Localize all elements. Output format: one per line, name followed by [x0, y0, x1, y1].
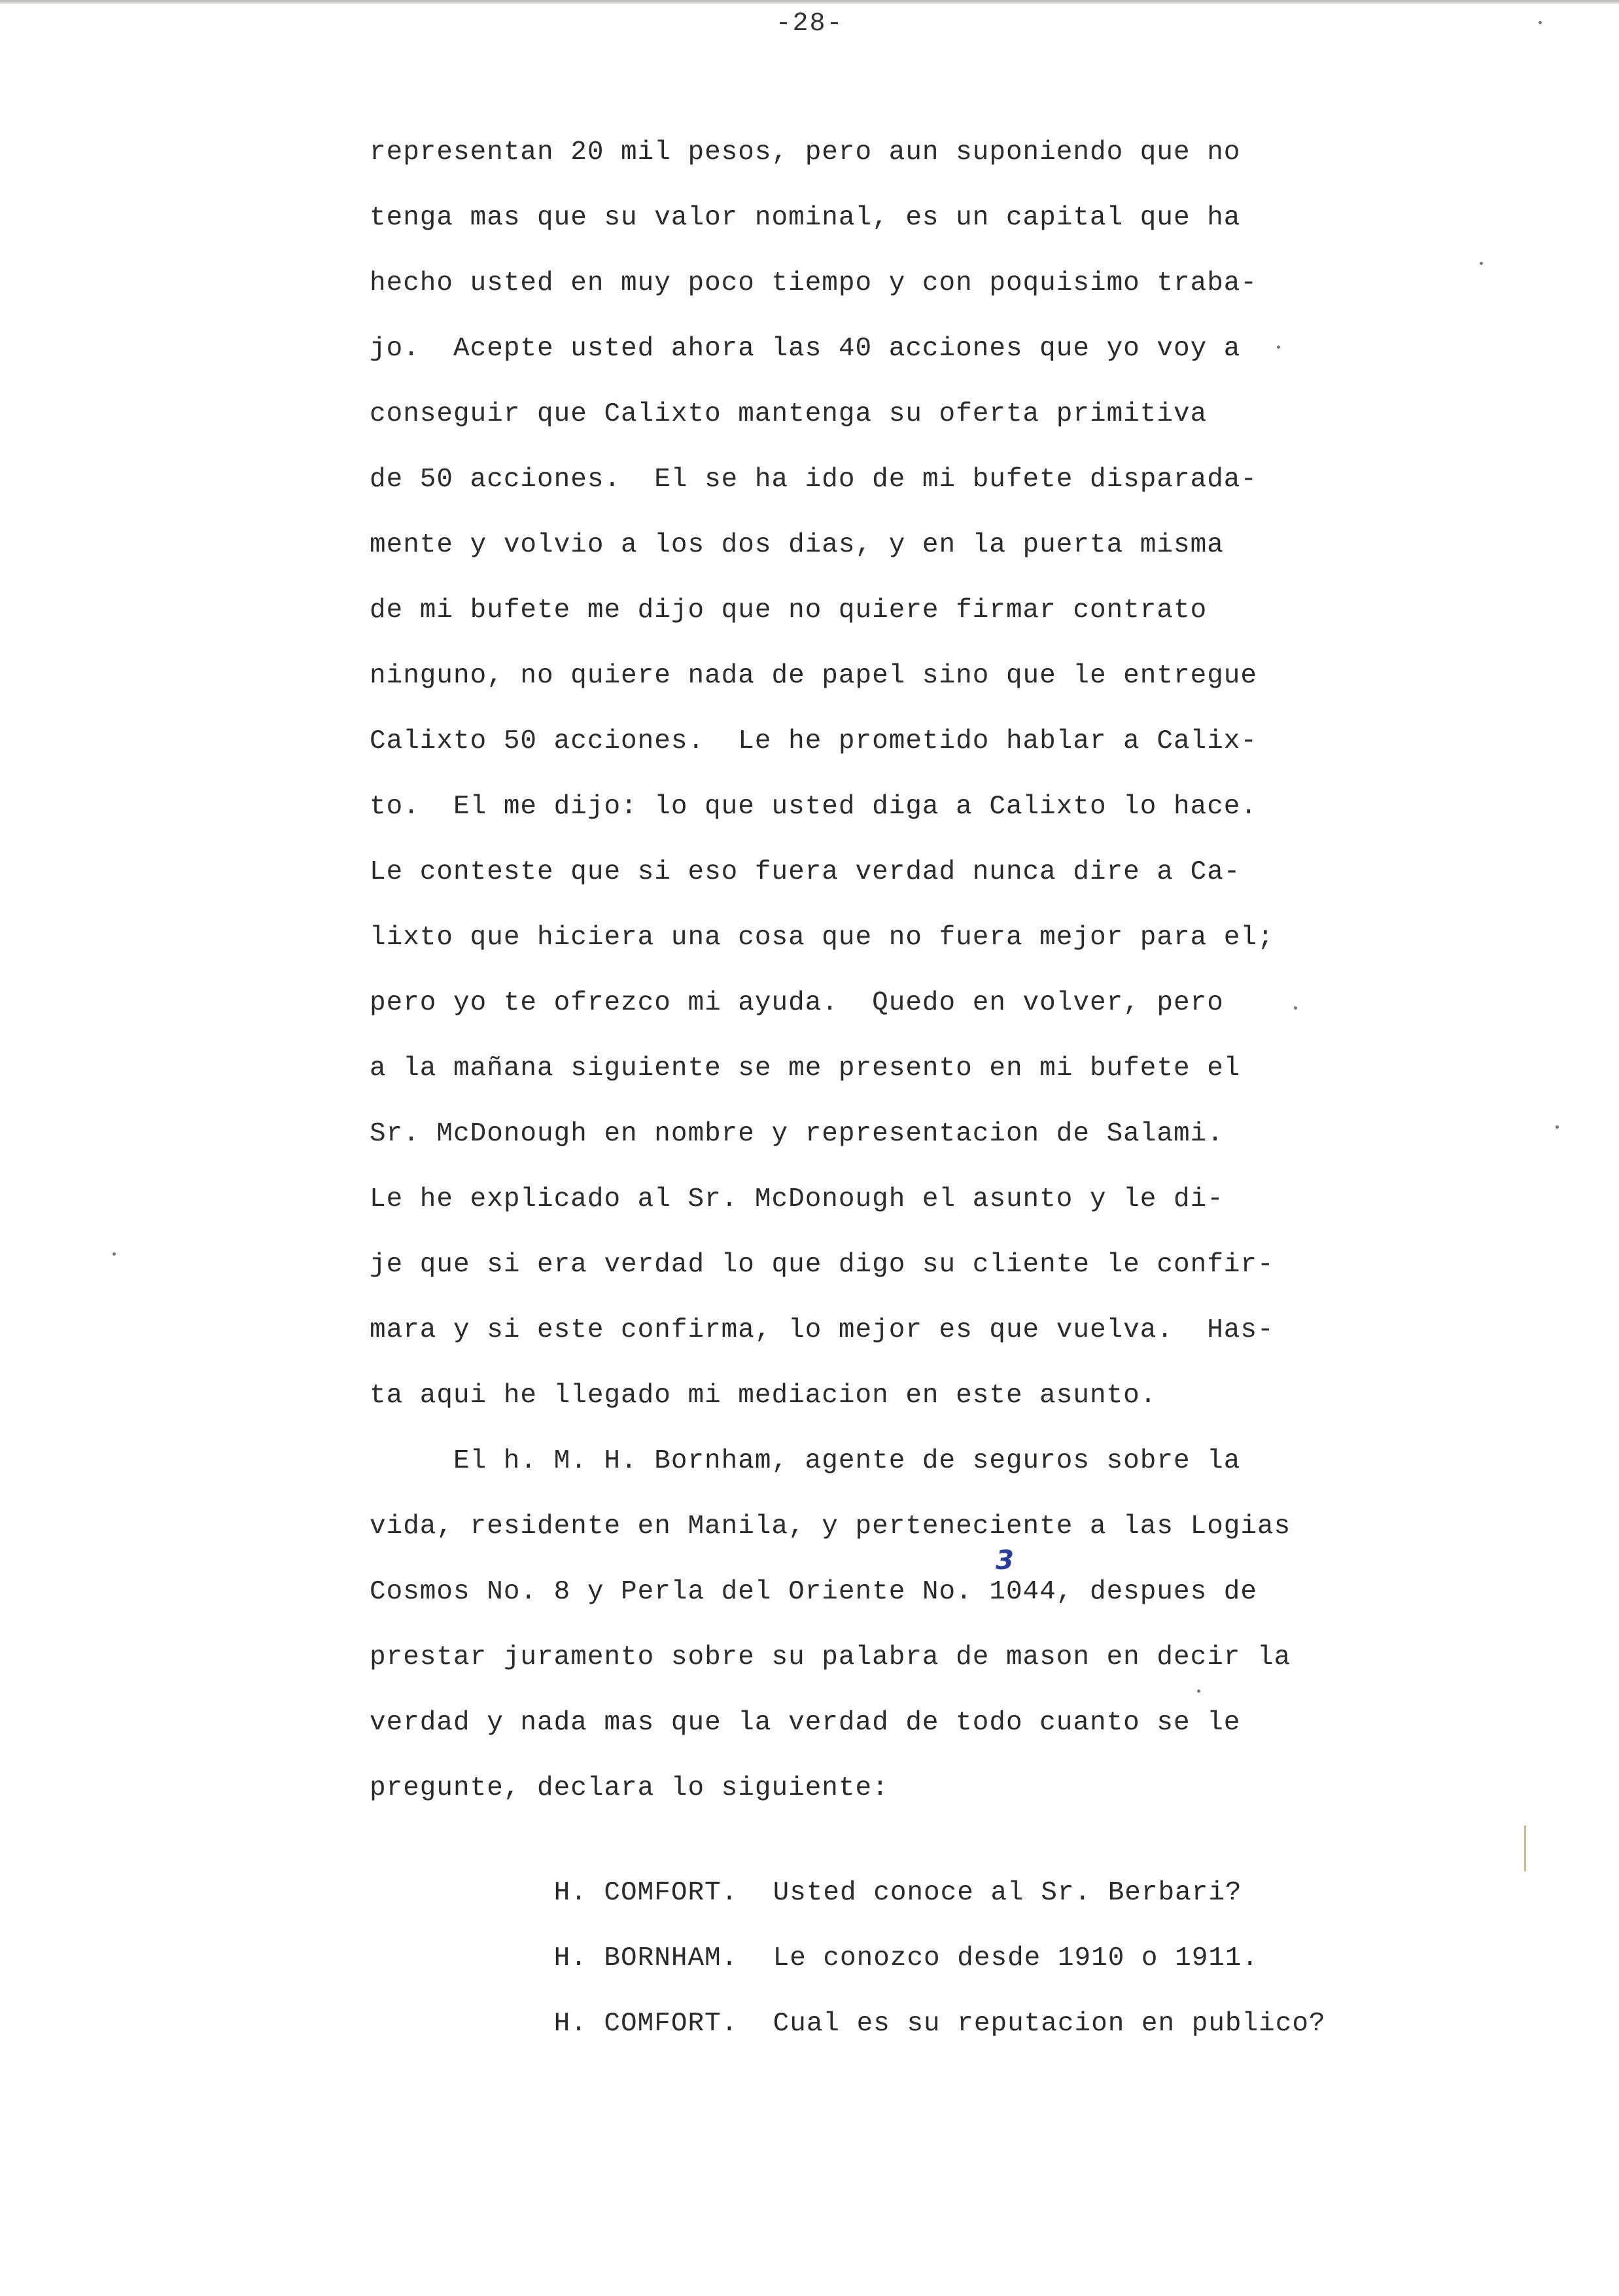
- text-line: representan 20 mil pesos, pero aun suponiendo que no: [370, 137, 1241, 168]
- text-line: de 50 acciones. El se ha ido de mi bufete disparada-: [370, 465, 1258, 495]
- text-line: mara y si este confirma, lo mejor es que vuelva. Has-: [370, 1315, 1274, 1345]
- text-line: hecho usted en muy poco tiempo y con poquisimo traba-: [370, 268, 1258, 298]
- paper-speck: [113, 1252, 116, 1256]
- qa-text: Cual es su reputacion en publico?: [773, 2009, 1326, 2039]
- paper-mark: [1524, 1826, 1526, 1871]
- paper-speck: [1294, 1006, 1297, 1010]
- text-line: de mi bufete me dijo que no quiere firmar contrato: [370, 595, 1208, 626]
- qa-speaker: H. COMFORT.: [553, 1878, 739, 1908]
- paper-speck: [1197, 1689, 1200, 1693]
- text-line: jo. Acepte usted ahora las 40 acciones que yo voy a: [370, 334, 1241, 364]
- text-line: vida, residente en Manila, y perteneciente a las Logias: [370, 1511, 1291, 1542]
- text-line: Sr. McDonough en nombre y representacion de Salami.: [370, 1119, 1224, 1149]
- qa-speaker: H. BORNHAM.: [553, 1943, 739, 1973]
- text-line: verdad y nada mas que la verdad de todo cuanto se le: [370, 1708, 1241, 1738]
- text-line: pero yo te ofrezco mi ayuda. Quedo en volver, pero: [370, 988, 1224, 1018]
- text-line: conseguir que Calixto mantenga su oferta primitiva: [370, 399, 1208, 429]
- text-line: je que si era verdad lo que digo su cliente le confir-: [370, 1250, 1274, 1280]
- text-line: prestar juramento sobre su palabra de mason en decir la: [370, 1642, 1291, 1672]
- paper-speck: [1277, 345, 1280, 349]
- text-line: ninguno, no quiere nada de papel sino que le entregue: [370, 661, 1258, 691]
- qa-text: Usted conoce al Sr. Berbari?: [773, 1878, 1242, 1908]
- body-text: [370, 133, 1326, 2039]
- paper-speck: [1556, 1125, 1559, 1129]
- text-line: to. El me dijo: lo que usted diga a Calixto lo hace.: [370, 792, 1258, 822]
- text-line: mente y volvio a los dos dias, y en la puerta misma: [370, 530, 1224, 560]
- handwritten-correction: 3: [996, 1545, 1014, 1576]
- paper-speck: [1539, 21, 1542, 24]
- text-line: Le conteste que si eso fuera verdad nunca dire a Ca-: [370, 857, 1241, 887]
- text-line: a la mañana siguiente se me presento en mi bufete el: [370, 1053, 1241, 1084]
- page-number: -28-: [775, 9, 844, 39]
- text-line: ta aqui he llegado mi mediacion en este asunto.: [370, 1381, 1157, 1411]
- qa-speaker: H. COMFORT.: [553, 2009, 739, 2039]
- text-line: Le he explicado al Sr. McDonough el asunto y le di-: [370, 1184, 1224, 1214]
- text-line: tenga mas que su valor nominal, es un capital que ha: [370, 203, 1241, 233]
- text-line: Cosmos No. 8 y Perla del Oriente No. 1044, despues de: [370, 1577, 1258, 1607]
- paragraph-start-line: El h. M. H. Bornham, agente de seguros sobre la: [453, 1446, 1241, 1476]
- text-line: pregunte, declara lo siguiente:: [370, 1773, 889, 1803]
- text-line: Calixto 50 acciones. Le he prometido hablar a Calix-: [370, 726, 1258, 756]
- top-edge-rule: [0, 0, 1619, 4]
- text-line: lixto que hiciera una cosa que no fuera mejor para el;: [370, 923, 1274, 953]
- qa-text: Le conozco desde 1910 o 1911.: [773, 1943, 1259, 1973]
- paper-speck: [1480, 262, 1483, 265]
- qa-line: [370, 1834, 1318, 1908]
